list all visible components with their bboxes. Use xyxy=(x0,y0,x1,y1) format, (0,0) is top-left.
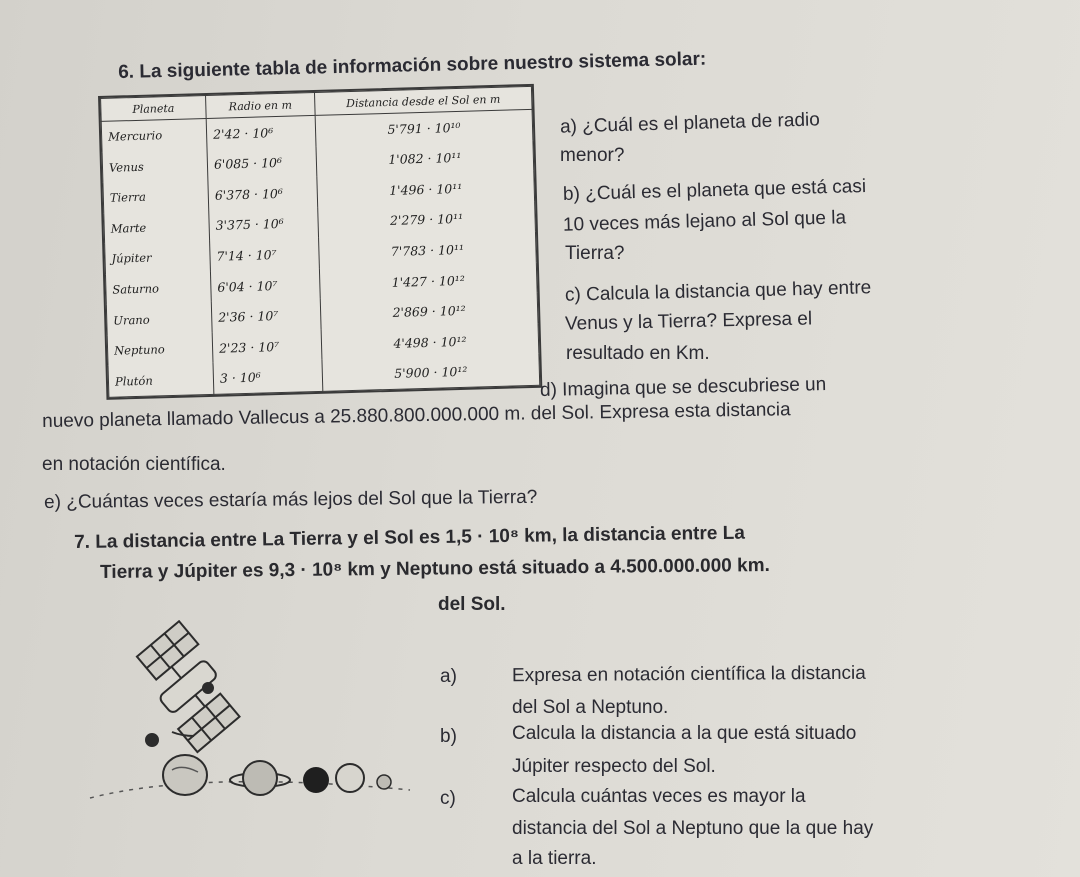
planet-cell: Venus xyxy=(102,150,208,183)
radius-cell: 6'04 · 10⁷ xyxy=(210,269,320,303)
radius-cell: 2'23 · 10⁷ xyxy=(212,330,322,364)
q7-c-line1: Calcula cuántas veces es mayor la xyxy=(512,786,806,807)
radius-cell: 2'36 · 10⁷ xyxy=(211,299,321,333)
q7-a-label: a) xyxy=(440,666,457,687)
planet-cell: Mercurio xyxy=(101,118,207,152)
q6-b-line1: b) ¿Cuál es el planeta que está casi xyxy=(562,176,867,205)
planet-cell: Tierra xyxy=(103,180,209,213)
q6-c-line1: c) Calcula la distancia que hay entre xyxy=(564,277,872,306)
radius-cell: 7'14 · 10⁷ xyxy=(210,238,320,272)
q7-line3: del Sol. xyxy=(438,594,506,615)
distance-cell: 7'783 · 10¹¹ xyxy=(319,232,537,269)
header-planet: Planeta xyxy=(101,95,207,121)
planet-cell: Marte xyxy=(104,211,210,244)
distance-cell: 2'279 · 10¹¹ xyxy=(318,202,536,239)
distance-cell: 4'498 · 10¹² xyxy=(321,324,539,361)
q7-b-line1: Calcula la distancia a la que está situado xyxy=(512,723,857,744)
planet-icon xyxy=(163,755,207,795)
q6-c-line3: resultado en Km. xyxy=(566,343,710,364)
planet-icon xyxy=(377,775,391,789)
planet-cell: Neptuno xyxy=(107,333,213,366)
radius-cell: 3'375 · 10⁶ xyxy=(209,208,319,242)
q6-d-line1: d) Imagina que se descubriese un xyxy=(539,374,827,401)
planet-icon xyxy=(303,767,329,793)
q7-a-line1: Expresa en notación científica la distancia xyxy=(511,662,866,687)
distance-cell: 5'791 · 10¹⁰ xyxy=(315,109,533,146)
q7-a-line2: del Sol a Neptuno. xyxy=(512,697,669,718)
distance-cell: 1'496 · 10¹¹ xyxy=(317,171,535,208)
radius-cell: 2'42 · 10⁶ xyxy=(206,115,316,149)
q6-a-line2: menor? xyxy=(560,145,625,166)
solar-system-table xyxy=(98,84,542,400)
radius-cell: 6'085 · 10⁶ xyxy=(207,147,317,181)
distance-cell: 1'427 · 10¹² xyxy=(319,263,537,300)
q7-c-line2: distancia del Sol a Neptuno que la que hay xyxy=(512,818,874,839)
q6-d-line2: nuevo planeta llamado Vallecus a 25.880.800.000.000 m. del Sol. Expresa esta distancia xyxy=(42,399,791,432)
radius-cell: 3 · 10⁶ xyxy=(213,360,323,394)
planet-icon xyxy=(336,764,364,792)
satellite-icon xyxy=(125,621,251,752)
q6-a-line1: a) ¿Cuál es el planeta de radio xyxy=(559,109,821,138)
planet-cell: Urano xyxy=(106,302,212,335)
radius-cell: 6'378 · 10⁶ xyxy=(208,177,318,211)
distance-cell: 2'869 · 10¹² xyxy=(320,293,538,330)
distance-cell: 1'082 · 10¹¹ xyxy=(316,140,534,177)
q7-line1: 7. La distancia entre La Tierra y el Sol es 1,5 · 10⁸ km, la distancia entre La xyxy=(74,522,745,553)
header-distance: Distancia desde el Sol en m xyxy=(314,86,532,115)
q6-c-line2: Venus y la Tierra? Expresa el xyxy=(564,308,813,335)
q7-c-label: c) xyxy=(440,788,456,809)
satellite-illustration xyxy=(80,620,420,830)
q6-b-line2: 10 veces más lejano al Sol que la xyxy=(562,207,847,236)
planet-cell: Júpiter xyxy=(105,241,211,274)
distance-cell: 5'900 · 10¹² xyxy=(322,354,540,391)
q7-line2: Tierra y Júpiter es 9,3 · 10⁸ km y Neptuno está situado a 4.500.000.000 km. xyxy=(100,554,770,583)
header-radius: Radio en m xyxy=(206,92,316,118)
q6-b-line3: Tierra? xyxy=(565,243,625,264)
planet-cell: Saturno xyxy=(105,272,211,305)
q6-d-line3: en notación científica. xyxy=(42,454,226,475)
q6-title: 6. La siguiente tabla de información sobre nuestro sistema solar: xyxy=(118,48,707,83)
q7-c-line3: a la tierra. xyxy=(512,848,597,869)
q7-b-label: b) xyxy=(440,726,457,747)
planet-cell: Plutón xyxy=(108,363,214,397)
q7-b-line2: Júpiter respecto del Sol. xyxy=(512,756,716,777)
q6-e-line1: e) ¿Cuántas veces estaría más lejos del Sol que la Tierra? xyxy=(44,486,538,513)
